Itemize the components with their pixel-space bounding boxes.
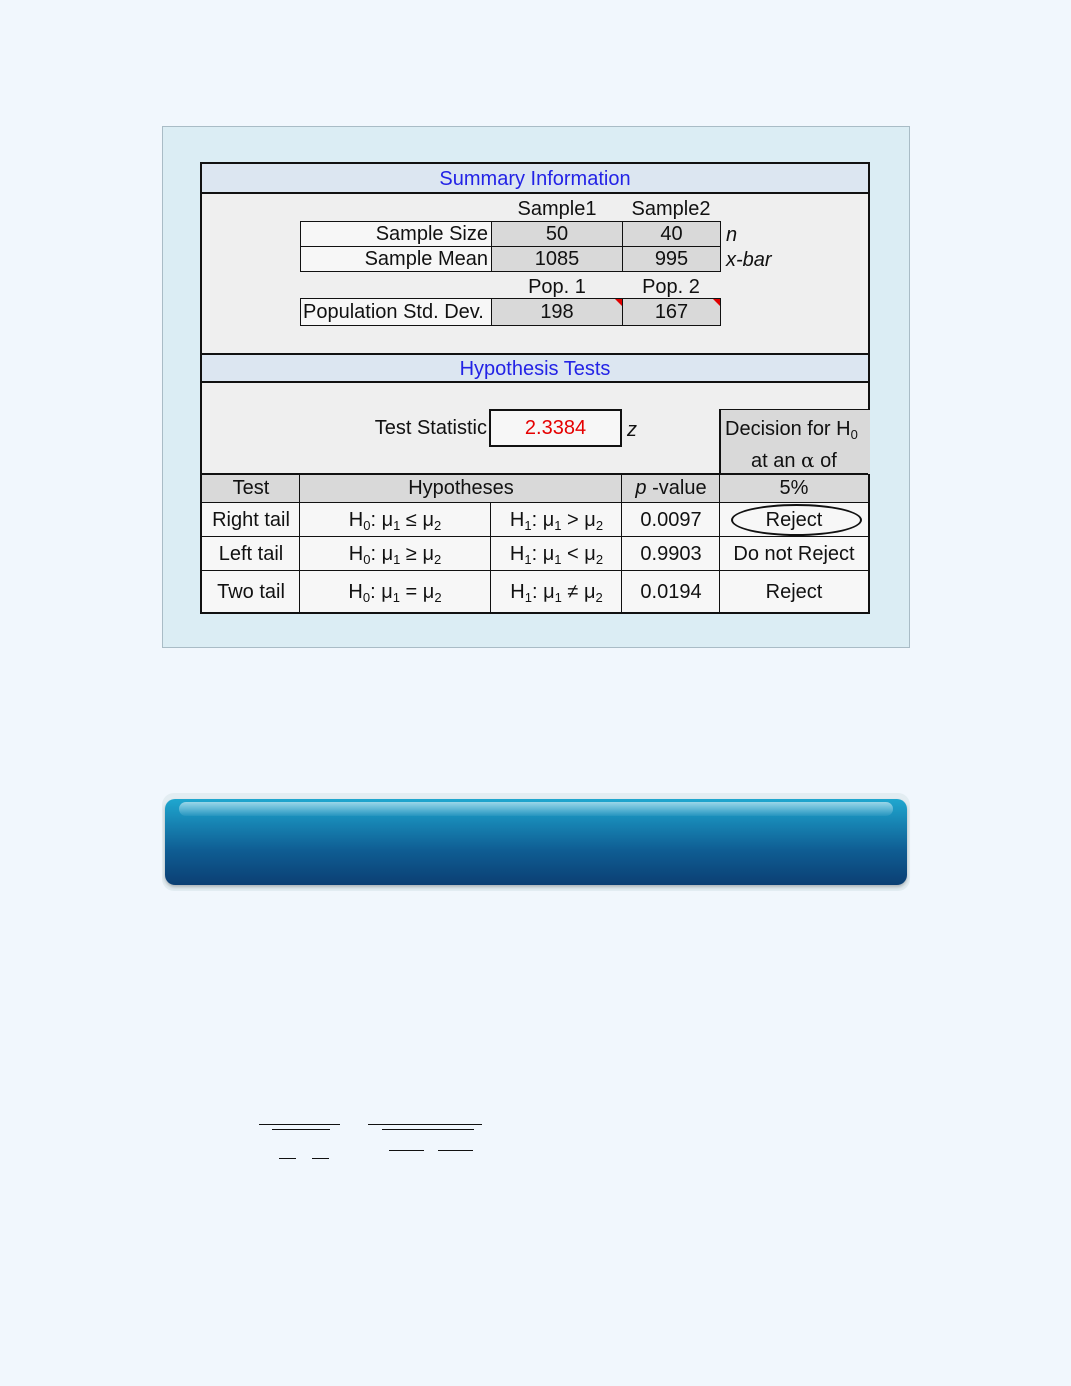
highlight-ellipse — [731, 504, 862, 536]
col-alpha-value: 5% — [779, 477, 809, 499]
alt-hypothesis: $H_1$: $\mu_1 \ne \mu_2$ — [510, 581, 603, 605]
table-row — [202, 537, 868, 571]
decision-line2: at an — [751, 450, 802, 472]
decision-header — [720, 409, 870, 475]
decision-line1: Decision for H — [725, 418, 851, 440]
decision: Reject — [765, 581, 823, 603]
sample-mean-2[interactable]: 995 — [622, 246, 721, 272]
std-dev-1[interactable] — [491, 298, 623, 326]
fraction-line — [312, 1158, 329, 1159]
alpha-symbol: α — [801, 448, 815, 472]
xbar-symbol: x-bar — [726, 249, 772, 271]
p-rest: -value — [646, 477, 707, 499]
fraction-line — [368, 1124, 482, 1125]
fraction-line — [279, 1158, 296, 1159]
std-dev-2[interactable] — [622, 298, 721, 326]
z-symbol: z — [627, 419, 637, 441]
sample-size-2[interactable]: 40 — [622, 221, 721, 247]
n-symbol: n — [726, 224, 738, 246]
test-stat-value[interactable]: 2.3384 — [489, 409, 622, 447]
sample2-header: Sample2 — [631, 198, 711, 220]
alt-hypothesis: $H_1$: $\mu_1 > \mu_2$ — [509, 509, 604, 533]
p-value: 0.0194 — [640, 581, 702, 603]
null-hypothesis: $H_0$: $\mu_1 = \mu_2$ — [348, 581, 442, 605]
alt-operator: ≠ — [567, 581, 579, 603]
banner-gloss — [179, 802, 893, 816]
col-hypotheses: Hypotheses — [408, 477, 514, 499]
fraction-line — [272, 1129, 330, 1130]
decision: Reject — [765, 509, 823, 531]
test-name: Right tail — [212, 509, 290, 531]
hypothesis-title: Hypothesis Tests — [202, 353, 868, 383]
sample1-header: Sample1 — [517, 198, 597, 220]
fraction-line — [438, 1150, 473, 1151]
col-test: Test — [232, 477, 270, 499]
title-banner — [162, 793, 910, 891]
null-operator: = — [405, 581, 418, 603]
comment-marker-icon — [615, 299, 622, 306]
test-name: Left tail — [218, 543, 284, 565]
p-value: 0.0097 — [640, 509, 702, 531]
table-row — [202, 571, 868, 612]
p-italic: p — [635, 477, 647, 499]
banner-fill — [165, 799, 907, 885]
decision-sub: 0 — [850, 427, 858, 442]
null-hypothesis: $H_0$: $\mu_1 \ge \mu_2$ — [348, 543, 442, 567]
sample-size-label: Sample Size — [300, 221, 492, 247]
null-operator: ≤ — [405, 509, 417, 531]
test-stat-label: Test Statistic — [374, 417, 487, 439]
fraction-line — [382, 1129, 474, 1130]
test-name: Two tail — [217, 581, 285, 603]
sample-mean-1[interactable]: 1085 — [491, 246, 623, 272]
p-value: 0.9903 — [640, 543, 702, 565]
summary-title: Summary Information — [202, 164, 868, 194]
null-hypothesis: $H_0$: $\mu_1 \le \mu_2$ — [348, 509, 442, 533]
decision: Do not Reject — [733, 543, 855, 565]
null-operator: ≥ — [405, 543, 417, 565]
decision-line2-end: of — [814, 450, 837, 472]
spreadsheet-area — [200, 162, 870, 614]
std-dev-label: Population Std. Dev. — [300, 298, 492, 326]
fraction-line — [389, 1150, 424, 1151]
alt-operator: > — [567, 509, 579, 531]
pop2-header: Pop. 2 — [642, 276, 700, 298]
sample-size-1[interactable]: 50 — [491, 221, 623, 247]
pop1-header: Pop. 1 — [528, 276, 586, 298]
fraction-line — [259, 1124, 340, 1125]
comment-marker-icon — [713, 299, 720, 306]
std-dev-2-value: 167 — [654, 301, 689, 323]
sample-mean-label: Sample Mean — [300, 246, 492, 272]
std-dev-1-value: 198 — [540, 301, 574, 323]
alt-operator: < — [567, 543, 579, 565]
col-p-value — [622, 476, 720, 500]
alt-hypothesis: $H_1$: $\mu_1 < \mu_2$ — [509, 543, 604, 567]
